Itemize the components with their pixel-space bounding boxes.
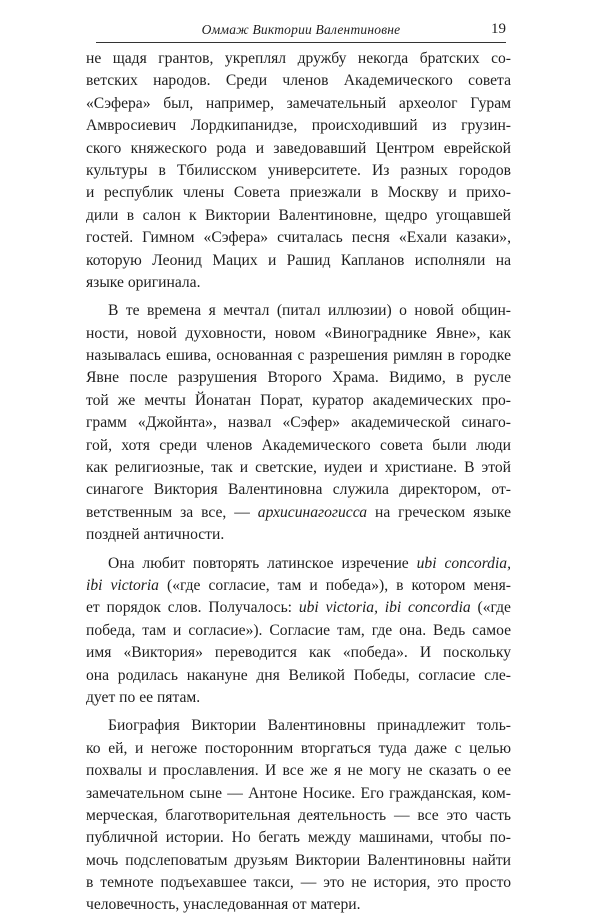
text-line (86, 687, 511, 709)
text-run: ветственным за все, — (86, 503, 258, 521)
paragraph (86, 715, 511, 917)
paragraph (86, 48, 511, 294)
text-run: мочь подслеповатым друзьям Виктории Валентиновны найти (86, 851, 511, 869)
text-line (86, 412, 511, 434)
text-run: имя «Виктория» переводится как «победа». И поскольку (86, 644, 511, 662)
text-line (86, 138, 511, 160)
text-line (86, 479, 511, 501)
text-run: дует по ее пятам. (86, 688, 201, 706)
text-line (86, 70, 511, 92)
text-run: («где согласие, там и победа»), в котором меня- (158, 576, 511, 594)
text-line (86, 367, 511, 389)
paragraph (86, 300, 511, 546)
text-line (86, 323, 511, 345)
body-text (86, 48, 511, 917)
text-run: Амвросиевич Лордкипанидзе, происходивший из грузин- (86, 117, 511, 135)
italic-text: ubi victoria, ibi concordia (298, 599, 471, 617)
text-run: языке оригинала. (86, 273, 201, 291)
text-line (86, 524, 511, 546)
text-line (86, 115, 511, 137)
text-line (86, 715, 511, 737)
text-run: дили в салон к Виктории Валентиновне, щедро угощавшей (86, 206, 511, 224)
text-run: синагоге Виктория Валентиновна служила директором, от- (86, 481, 511, 499)
text-run: называлась ешива, основанная с разрешения римлян в городке (86, 347, 511, 365)
text-run: той же мечты Йонатан Порат, куратор академических про- (86, 391, 511, 409)
text-run: Биография Виктории Валентиновны принадлежит толь- (108, 717, 511, 735)
text-line (86, 93, 511, 115)
text-run: как религиозные, так и светские, иудеи и христиане. В этой (86, 459, 511, 477)
text-run: Явне после разрушения Второго Храма. Видимо, в русле (86, 369, 511, 387)
text-line (86, 300, 511, 322)
text-run: ет порядок слов. Получалось: (86, 599, 299, 617)
italic-text: ibi victoria (86, 576, 159, 594)
text-line (86, 575, 511, 597)
text-line (86, 760, 511, 782)
text-line (86, 160, 511, 182)
text-run: не щадя грантов, укреплял дружбу некогда братских со- (86, 50, 511, 67)
text-line (86, 850, 511, 872)
paragraph (86, 553, 511, 710)
text-line (86, 48, 511, 70)
text-line (86, 738, 511, 760)
text-line (86, 642, 511, 664)
text-line (86, 805, 511, 827)
text-line (86, 272, 511, 294)
text-run: грамм «Джойнта», назвал «Сэфер» академической синаго- (86, 414, 511, 432)
text-run: в темноте подъехавшее такси, — это не история, это просто (86, 874, 511, 892)
text-run: ко ей, и негоже посторонним вторгаться туда даже с целью (86, 739, 511, 757)
text-run: публичной истории. Но бегать между машинами, чтобы по- (86, 829, 511, 847)
text-line (86, 872, 511, 894)
text-run: которую Леонид Мацих и Рашид Капланов исполняли на (86, 251, 511, 269)
text-run: «Сэфера» был, например, замечательный археолог Гурам (86, 94, 511, 112)
text-line (86, 390, 511, 412)
text-line (86, 665, 511, 687)
text-run: («где (470, 599, 511, 617)
page-number: 19 (491, 21, 506, 37)
text-run: ности, новой духовности, новом «Винограднике Явне», как (86, 324, 511, 342)
text-run: культуры в Тбилисском университете. Из разных городов (86, 161, 511, 179)
text-line (86, 827, 511, 849)
text-run: В те времена я мечтал (питал иллюзии) о новой общин- (108, 302, 511, 320)
text-run: она родилась накануне дня Великой Победы, согласие сле- (86, 666, 511, 684)
running-header (96, 20, 506, 43)
text-line (86, 894, 511, 916)
text-line (86, 435, 511, 457)
text-run: мерческая, благотворительная деятельность — все это часть (86, 806, 511, 824)
text-run: ветских народов. Среди членов Академического совета (86, 72, 511, 90)
text-run: замечательном сыне — Антоне Носике. Его гражданская, ком- (86, 784, 511, 802)
text-line (86, 597, 511, 619)
text-line (86, 205, 511, 227)
italic-text: архисинагогисса (257, 503, 368, 521)
text-line (86, 250, 511, 272)
text-run: на греческом языке (367, 503, 511, 521)
text-run: похвалы и прославления. И все же я не могу не сказать о ее (86, 762, 511, 780)
text-line (86, 502, 511, 524)
text-run: Она любит повторять латинское изречение (108, 554, 417, 572)
text-line (86, 227, 511, 249)
text-run: и республик члены Совета приезжали в Москву и прихо- (86, 184, 511, 202)
text-run: поздней античности. (86, 526, 225, 544)
text-run: гостей. Гимном «Сэфера» считалась песня «Ехали казаки», (86, 229, 511, 247)
text-line (86, 457, 511, 479)
text-line (86, 182, 511, 204)
text-line (86, 620, 511, 642)
text-run: победа, там и согласие»). Согласие там, где она. Ведь самое (86, 621, 511, 639)
text-line (86, 783, 511, 805)
text-run: человечность, унаследованная от матери. (86, 896, 361, 914)
text-run: гой, хотя среди членов Академического совета были люди (86, 436, 511, 454)
text-line (86, 553, 511, 575)
italic-text: ubi concordia, (416, 554, 512, 572)
text-line (86, 345, 511, 367)
running-title: Оммаж Виктории Валентиновне (201, 22, 401, 37)
text-run: ского княжеского рода и заведовавший Центром еврейской (86, 139, 511, 157)
